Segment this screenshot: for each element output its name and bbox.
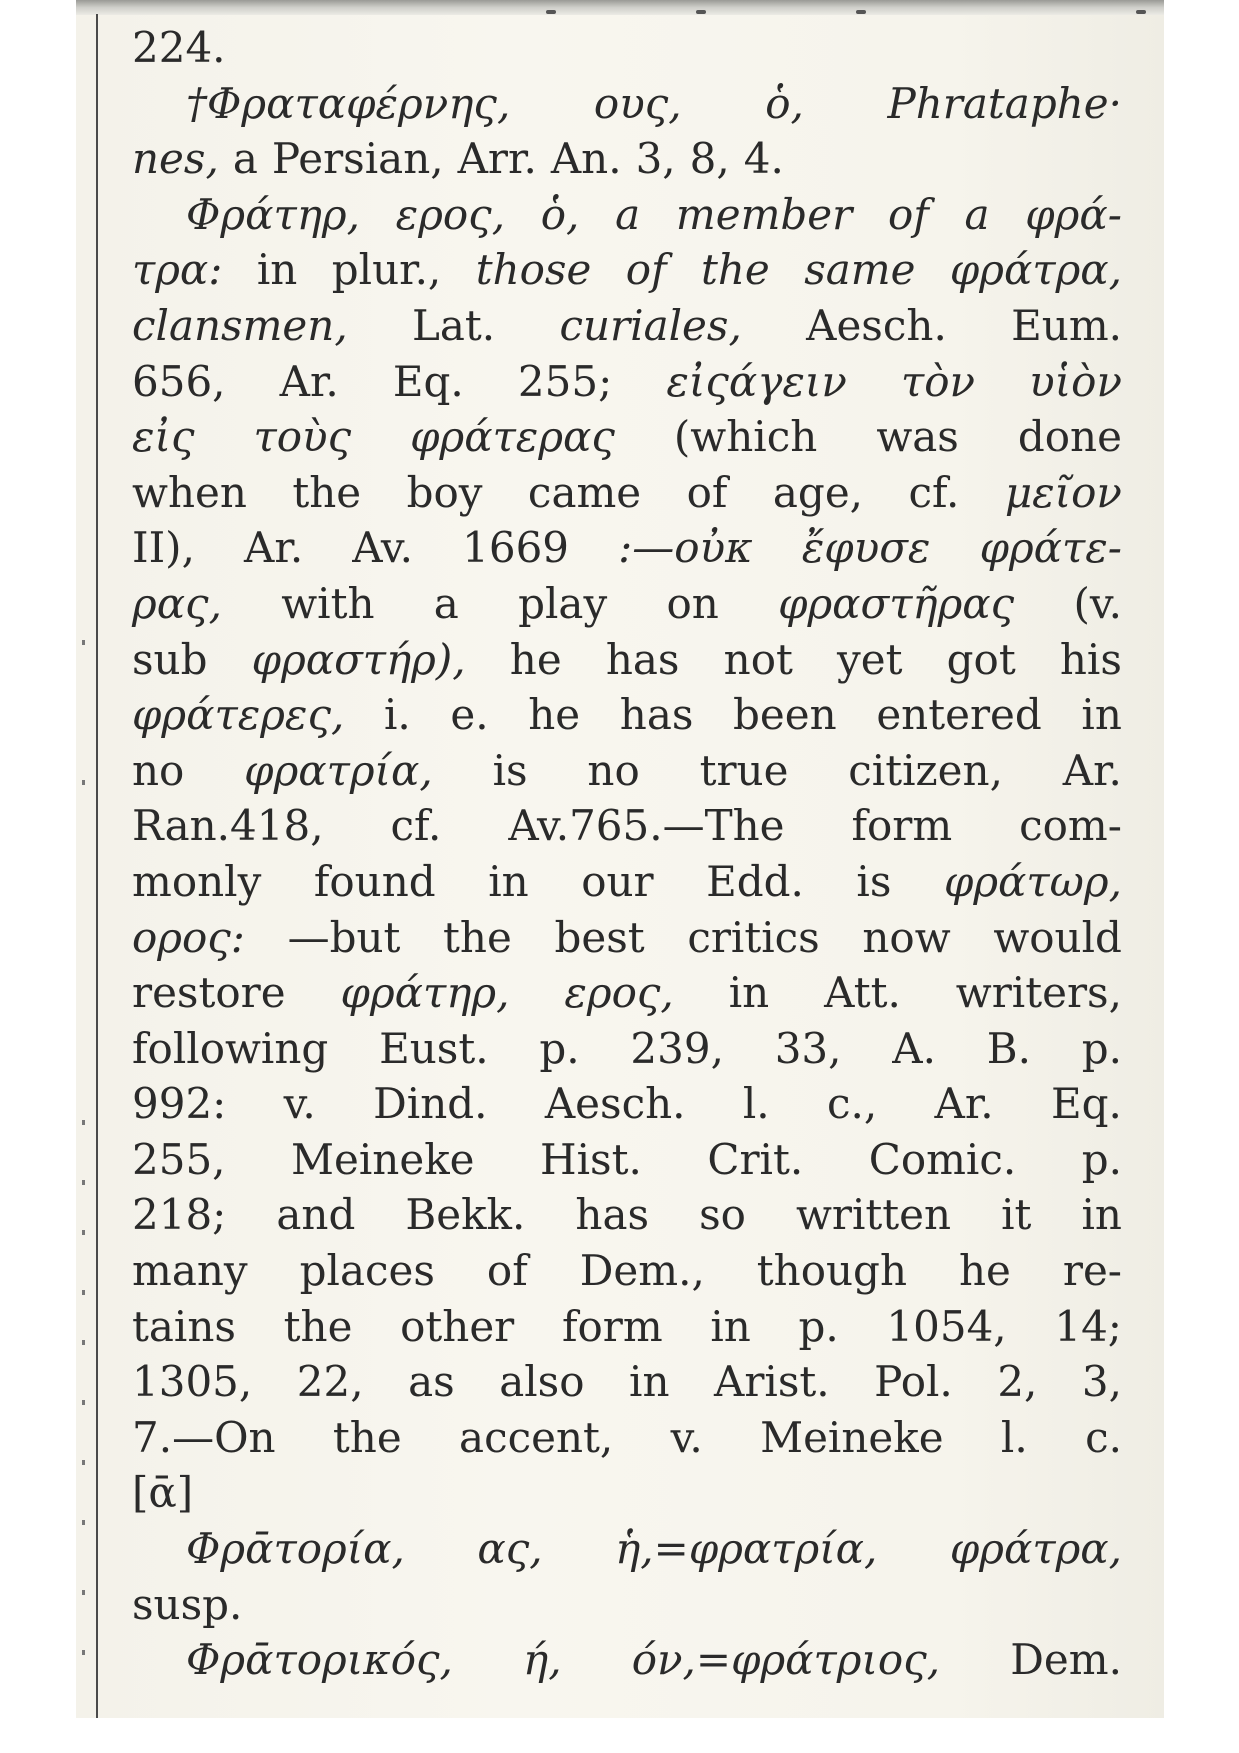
word: came xyxy=(527,467,642,517)
word: done xyxy=(1017,412,1122,462)
word: a xyxy=(964,189,990,239)
word: 656, xyxy=(132,356,226,406)
word: 239, xyxy=(630,1023,724,1073)
text-line xyxy=(132,1632,1122,1688)
word: other xyxy=(400,1301,515,1351)
word: nes, xyxy=(132,134,219,184)
word: 14; xyxy=(1054,1301,1122,1351)
word: on xyxy=(666,578,719,628)
word: φραστῆρας xyxy=(778,578,1015,628)
word: Crit. xyxy=(707,1134,804,1184)
word: as xyxy=(408,1357,455,1407)
text-line xyxy=(132,576,1122,632)
word: and xyxy=(276,1190,356,1240)
text-line xyxy=(132,798,1122,854)
word: following xyxy=(132,1023,329,1073)
word: ὁ, xyxy=(765,78,804,128)
text-line xyxy=(132,1410,1122,1466)
text-line xyxy=(132,298,1122,354)
word: i. xyxy=(383,690,411,740)
word: Arr. xyxy=(457,134,537,184)
word: ους, xyxy=(593,78,682,128)
text-line xyxy=(132,1354,1122,1410)
word: is xyxy=(856,856,892,906)
word: was xyxy=(876,412,959,462)
word: Φρᾱτορία, xyxy=(186,1524,405,1574)
word: φρά- xyxy=(1025,189,1122,239)
word: Meineke xyxy=(760,1412,944,1462)
word: 2, xyxy=(997,1357,1038,1407)
word: Bekk. xyxy=(405,1190,526,1240)
text-line xyxy=(132,1299,1122,1355)
word: now xyxy=(862,912,951,962)
word: the xyxy=(332,1412,402,1462)
text-line xyxy=(132,187,1122,243)
word: writers, xyxy=(955,968,1122,1018)
word: 3, xyxy=(635,134,676,184)
word: Arist. xyxy=(714,1357,830,1407)
word: sub xyxy=(132,634,208,684)
word: so xyxy=(699,1190,746,1240)
word: monly xyxy=(132,856,262,906)
word: τοὺς xyxy=(253,412,352,462)
word: when xyxy=(132,467,247,517)
word: Dem. xyxy=(1010,1635,1122,1685)
word: plur., xyxy=(331,245,442,295)
text-line xyxy=(132,1076,1122,1132)
word: Persian, xyxy=(271,134,444,184)
word: his xyxy=(1059,634,1122,684)
word: accent, xyxy=(459,1412,614,1462)
word: the xyxy=(443,912,512,962)
word: (v. xyxy=(1073,578,1122,628)
word: cf. xyxy=(908,467,960,517)
word: the xyxy=(700,245,770,295)
text-line xyxy=(132,354,1122,410)
word: has xyxy=(575,1190,650,1240)
text-line xyxy=(132,1465,1122,1521)
text-line xyxy=(132,1132,1122,1188)
word: Eq. xyxy=(392,356,464,406)
word: though xyxy=(756,1246,907,1296)
word: he xyxy=(528,690,581,740)
word: form xyxy=(561,1301,663,1351)
word: —but xyxy=(287,912,401,962)
word: Eust. xyxy=(379,1023,489,1073)
word: is xyxy=(492,745,528,795)
word: ερος, xyxy=(395,189,506,239)
word: Lat. xyxy=(412,300,496,350)
word: found xyxy=(313,856,436,906)
word: φράτερας xyxy=(410,412,615,462)
text-line xyxy=(132,1243,1122,1299)
word: όν,=φράτριος, xyxy=(631,1635,941,1685)
word: φράτηρ, xyxy=(340,968,510,1018)
word: cf. xyxy=(390,801,442,851)
word: Phrataphe· xyxy=(887,78,1122,128)
word: play xyxy=(518,578,608,628)
word: l. xyxy=(742,1079,770,1129)
word: same xyxy=(804,245,916,295)
page-number-line xyxy=(132,20,1122,76)
word: those xyxy=(475,245,592,295)
word: Ar. xyxy=(244,523,304,573)
word: he xyxy=(509,634,562,684)
word: best xyxy=(554,912,645,962)
word: in xyxy=(629,1357,670,1407)
word: with xyxy=(281,578,375,628)
word: in xyxy=(488,856,529,906)
word: 33, xyxy=(774,1023,842,1073)
word: 255; xyxy=(517,356,613,406)
word: Av. xyxy=(352,523,414,573)
text-line xyxy=(132,520,1122,576)
word: re- xyxy=(1062,1246,1122,1296)
word: 7.—On xyxy=(132,1412,276,1462)
word: v. xyxy=(670,1412,703,1462)
word: φρατρία, xyxy=(244,745,433,795)
word: Edd. xyxy=(706,856,804,906)
word: p. xyxy=(1081,1023,1122,1073)
word: yet xyxy=(837,634,903,684)
word: ορος: xyxy=(132,912,245,962)
word: the xyxy=(292,467,362,517)
word: :—οὐκ xyxy=(618,523,753,573)
word: 8, xyxy=(689,134,730,184)
text-line xyxy=(132,632,1122,688)
page-number: 224. xyxy=(132,23,226,72)
text-line xyxy=(132,1577,1122,1633)
word: citizen, xyxy=(848,745,1003,795)
word: τρα: xyxy=(132,245,223,295)
word: Aesch. xyxy=(806,300,947,350)
word: φράτωρ, xyxy=(943,856,1122,906)
word: in xyxy=(710,1301,751,1351)
word: of xyxy=(686,467,728,517)
word: true xyxy=(699,745,789,795)
word: Ar. xyxy=(934,1079,994,1129)
word: Att. xyxy=(824,968,901,1018)
word: clansmen, xyxy=(132,300,348,350)
word: Ran.418, xyxy=(132,801,324,851)
word: An. xyxy=(550,134,622,184)
word: has xyxy=(619,690,694,740)
word: l. xyxy=(1000,1412,1028,1462)
word: II), xyxy=(132,523,195,573)
column-rule xyxy=(96,14,98,1718)
word: Aesch. xyxy=(544,1079,686,1129)
word: φράτρα, xyxy=(949,1524,1122,1574)
word: in xyxy=(1081,690,1122,740)
word: member xyxy=(675,189,853,239)
word: ὁ, xyxy=(540,189,580,239)
text-line xyxy=(132,1021,1122,1077)
word: εἰς xyxy=(132,412,195,462)
word: ερος, xyxy=(564,968,674,1018)
word: Meineke xyxy=(291,1134,475,1184)
word: φράτερες, xyxy=(132,690,345,740)
word: c. xyxy=(1085,1412,1122,1462)
word: a xyxy=(232,134,258,184)
word: εἰςάγειν xyxy=(666,356,847,406)
word: a xyxy=(615,189,641,239)
text-line xyxy=(132,465,1122,521)
clipped-previous-line xyxy=(546,10,1146,18)
text-line xyxy=(132,743,1122,799)
word: of xyxy=(625,245,667,295)
text-line xyxy=(132,242,1122,298)
word: boy xyxy=(406,467,483,517)
word: form xyxy=(851,801,953,851)
word: ἡ,=φρατρία, xyxy=(615,1524,878,1574)
word: in xyxy=(256,245,298,295)
word: Pol. xyxy=(874,1357,953,1407)
word: has xyxy=(605,634,680,684)
text-line xyxy=(132,965,1122,1021)
word: (which xyxy=(673,412,818,462)
word: Hist. xyxy=(540,1134,642,1184)
word: A. xyxy=(892,1023,936,1073)
word: τὸν xyxy=(900,356,976,406)
word: critics xyxy=(687,912,820,962)
word: ἔφυσε xyxy=(801,523,931,573)
word: c., xyxy=(826,1079,878,1129)
word: φραστήρ), xyxy=(251,634,466,684)
word: ρας, xyxy=(132,578,222,628)
word: p. xyxy=(798,1301,839,1351)
word: he xyxy=(958,1246,1011,1296)
word: Eq. xyxy=(1051,1079,1122,1129)
word: 1054, xyxy=(886,1301,1007,1351)
text-line xyxy=(132,1521,1122,1577)
word: μεῖον xyxy=(1004,467,1122,517)
word: of xyxy=(486,1246,528,1296)
word: 218; xyxy=(132,1190,227,1240)
word: Av.765.—The xyxy=(508,801,785,851)
word: in xyxy=(1081,1190,1122,1240)
text-line xyxy=(132,409,1122,465)
word: the xyxy=(283,1301,353,1351)
text-line xyxy=(132,854,1122,910)
word: been xyxy=(733,690,837,740)
scanned-page xyxy=(76,0,1164,1718)
word: [ᾱ] xyxy=(132,1468,194,1518)
word: e. xyxy=(450,690,489,740)
word: places xyxy=(299,1246,435,1296)
word: ας, xyxy=(477,1524,543,1574)
text-line xyxy=(132,131,1122,187)
word: age, xyxy=(772,467,864,517)
word: Eum. xyxy=(1011,300,1122,350)
word: curiales, xyxy=(559,300,742,350)
word: φράτε- xyxy=(979,523,1122,573)
word: in xyxy=(728,968,770,1018)
word: Comic. xyxy=(868,1134,1017,1184)
word: Φράτηρ, xyxy=(186,189,360,239)
word: p. xyxy=(1081,1134,1122,1184)
word: it xyxy=(1001,1190,1032,1240)
word: a xyxy=(433,578,459,628)
word: entered xyxy=(876,690,1042,740)
word: would xyxy=(993,912,1122,962)
word: got xyxy=(946,634,1016,684)
word: tains xyxy=(132,1301,236,1351)
word: 1305, xyxy=(132,1357,253,1407)
word: ή, xyxy=(523,1635,562,1685)
word: †Φραταφέρνης, xyxy=(186,78,511,128)
word: also xyxy=(499,1357,585,1407)
word: Dind. xyxy=(373,1079,488,1129)
word: 1669 xyxy=(462,523,570,573)
word: Ar. xyxy=(279,356,339,406)
word: 4. xyxy=(743,134,784,184)
word: com- xyxy=(1019,801,1122,851)
word: not xyxy=(723,634,793,684)
word: of xyxy=(887,189,929,239)
margin-marks xyxy=(76,0,96,1718)
word: no xyxy=(132,745,185,795)
word: many xyxy=(132,1246,248,1296)
word: φράτρα, xyxy=(949,245,1122,295)
word: p. xyxy=(539,1023,580,1073)
word: Ar. xyxy=(1062,745,1122,795)
text-line xyxy=(132,910,1122,966)
word: written xyxy=(795,1190,952,1240)
text-line xyxy=(132,687,1122,743)
text-line xyxy=(132,1187,1122,1243)
word: υἱὸν xyxy=(1029,356,1122,406)
text-line xyxy=(132,76,1122,132)
word: B. xyxy=(986,1023,1031,1073)
word: 255, xyxy=(132,1134,226,1184)
word: Dem., xyxy=(579,1246,705,1296)
word: 3, xyxy=(1081,1357,1122,1407)
word: v. xyxy=(283,1079,316,1129)
word: 22, xyxy=(296,1357,364,1407)
word: no xyxy=(587,745,640,795)
word: 992: xyxy=(132,1079,227,1129)
word: our xyxy=(581,856,654,906)
word: susp. xyxy=(132,1579,243,1629)
word: Φρᾱτορικός, xyxy=(186,1635,453,1685)
dictionary-text xyxy=(132,20,1122,1688)
word: restore xyxy=(132,968,286,1018)
